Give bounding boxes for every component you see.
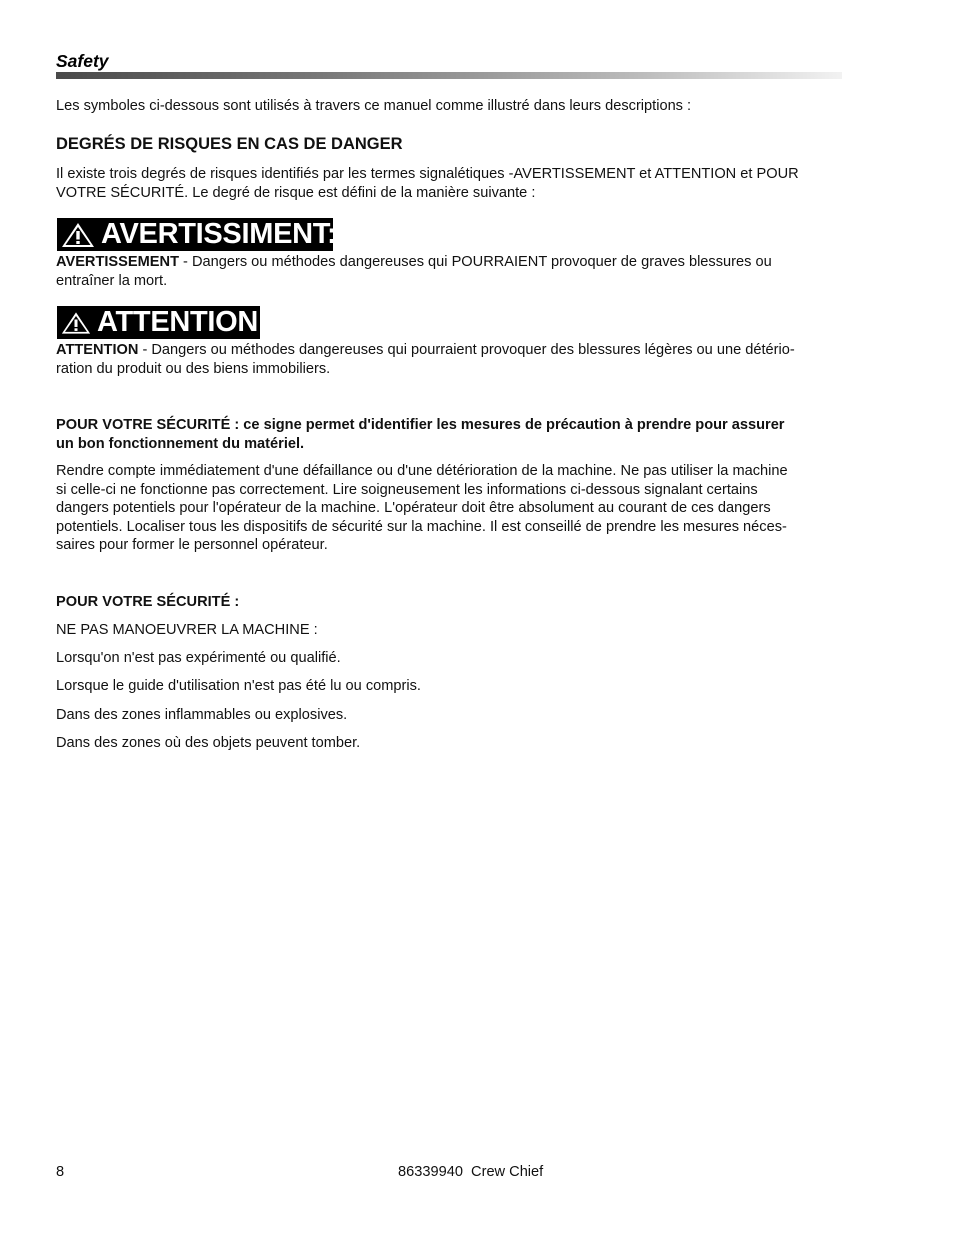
caution-triangle-icon bbox=[61, 310, 91, 336]
list-item: NE PAS MANOEUVRER LA MACHINE : bbox=[56, 622, 318, 638]
caution-description bbox=[56, 341, 846, 378]
safety-body-line: si celle-ci ne fonctionne pas correctement. Lire soigneusement les informations ci-dessous signalant certains bbox=[56, 481, 758, 498]
warning-text-line2: entraîner la mort. bbox=[56, 272, 168, 289]
warning-banner bbox=[57, 218, 337, 251]
list-item: Dans des zones où des objets peuvent tomber. bbox=[56, 735, 361, 751]
safety-body-line: Rendre compte immédiatement d'une défaillance ou d'une détérioration de la machine. Ne pas utiliser la machine bbox=[56, 463, 788, 479]
list-item: Lorsqu'on n'est pas expérimenté ou qualifié. bbox=[56, 650, 341, 666]
list-item: Dans des zones inflammables ou explosives. bbox=[56, 707, 348, 723]
caution-text-line1: - Dangers ou méthodes dangereuses qui pourraient provoquer des blessures légères ou une détério- bbox=[138, 342, 795, 358]
warning-triangle-icon bbox=[61, 222, 95, 248]
warning-description bbox=[56, 253, 846, 290]
caution-banner-label: ATTENTION: bbox=[97, 306, 268, 338]
caution-term: ATTENTION bbox=[56, 342, 139, 358]
footer-document-title: 86339940 Crew Chief bbox=[398, 1164, 544, 1180]
warning-term: AVERTISSEMENT bbox=[56, 254, 179, 270]
safety-body-line: saires pour former le personnel opérateur. bbox=[56, 537, 328, 553]
caution-text-line2: ration du produit ou des biens immobiliers. bbox=[56, 360, 331, 377]
section-title: Safety bbox=[56, 51, 109, 71]
warning-text-line1: - Dangers ou méthodes dangereuses qui POURRAIENT provoquer de graves blessures ou bbox=[178, 254, 772, 270]
danger-levels-intro bbox=[56, 165, 846, 202]
safety-note-heading bbox=[56, 416, 846, 453]
list-item: Lorsque le guide d'utilisation n'est pas été lu ou compris. bbox=[56, 678, 421, 694]
safety-note-line1: POUR VOTRE SÉCURITÉ : ce signe permet d'identifier les mesures de précaution à prendre pour assurer bbox=[56, 417, 785, 433]
danger-levels-intro-line1: Il existe trois degrés de risques identifiés par les termes signalétiques -AVERTISSEMENT et ATTENTION et POUR bbox=[56, 166, 799, 182]
safety-note-body bbox=[56, 462, 846, 555]
warning-banner-label: AVERTISSIMENT: bbox=[101, 218, 337, 250]
safety-body-line: potentiels. Localiser tous les dispositifs de sécurité sur la machine. Il est conseillé de prendre les mesures néces- bbox=[56, 518, 787, 535]
caution-banner bbox=[57, 306, 268, 339]
header-rule bbox=[56, 72, 842, 79]
safety-body-line: dangers potentiels pour l'opérateur de la machine. L'opérateur doit être absolument au courant de ces dangers bbox=[56, 500, 771, 516]
page-number: 8 bbox=[56, 1164, 65, 1180]
danger-levels-heading: DEGRÉS DE RISQUES EN CAS DE DANGER bbox=[56, 135, 403, 153]
intro-text: Les symboles ci-dessous sont utilisés à travers ce manuel comme illustré dans leurs descriptions : bbox=[56, 98, 692, 114]
safety-note-line2: un bon fonctionnement du matériel. bbox=[56, 435, 305, 452]
safety-list-heading: POUR VOTRE SÉCURITÉ : bbox=[56, 594, 240, 610]
danger-levels-intro-line2: VOTRE SÉCURITÉ. Le degré de risque est défini de la manière suivante : bbox=[56, 184, 536, 201]
